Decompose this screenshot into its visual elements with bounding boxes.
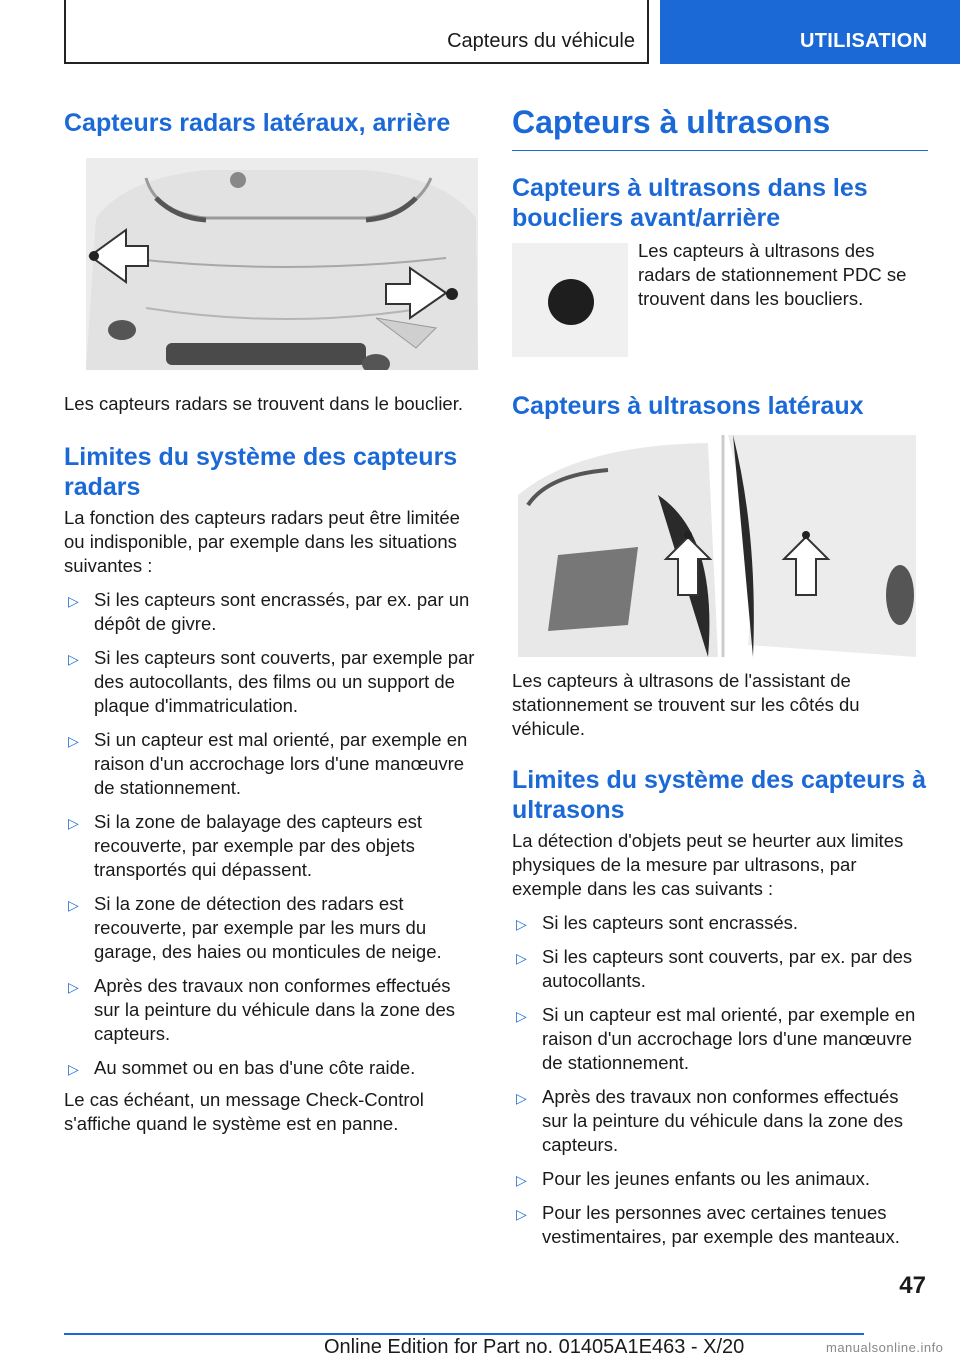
triangle-right-icon: ▷: [516, 1206, 527, 1222]
list-item: ▷ Si un capteur est mal orienté, par exemple en raison d'un accrochage lors d'une manœuvre de stationnement.: [516, 1004, 916, 1073]
page-number: 47: [899, 1272, 926, 1299]
text-bumper-sensors: Les capteurs à ultrasons des radars de stationnement PDC se trouvent dans les boucliers.: [638, 240, 907, 309]
triangle-right-icon: ▷: [68, 593, 79, 609]
left-column: [64, 96, 478, 1136]
heading-side-sensors: Capteurs à ultrasons latéraux: [512, 392, 864, 420]
radar-limits-list: [64, 588, 478, 1080]
triangle-right-icon: ▷: [516, 950, 527, 966]
heading-radar-sensors: Capteurs radars latéraux, arrière: [64, 109, 451, 137]
list-item: ▷ Si la zone de balayage des capteurs est recouverte, par exemple par des objets transportés qui dépassent.: [68, 811, 423, 880]
intro-radar-limits: La fonction des capteurs radars peut être limitée ou indisponible, par exemple dans les situations suivantes :: [64, 507, 460, 576]
list-item: ▷ Si les capteurs sont couverts, par ex. par des autocollants.: [516, 946, 913, 991]
triangle-right-icon: ▷: [516, 1090, 527, 1106]
triangle-right-icon: ▷: [68, 1061, 79, 1077]
list-item: ▷ Après des travaux non conformes effectués sur la peinture du véhicule dans la zone des capteurs.: [516, 1086, 903, 1155]
sensor-image: [512, 243, 628, 357]
ultrasonic-limits-list: [512, 911, 928, 1249]
side-sensors-illustration: [518, 435, 916, 657]
list-item: ▷ Si un capteur est mal orienté, par exemple en raison d'un accrochage lors d'une manœuvre de stationnement.: [68, 729, 468, 798]
triangle-right-icon: ▷: [516, 916, 527, 932]
list-item: ▷ Si les capteurs sont encrassés.: [512, 911, 928, 935]
heading-ultrasonic: Capteurs à ultrasons: [512, 102, 928, 151]
caption-radar-location: Les capteurs radars se trouvent dans le bouclier.: [64, 393, 464, 414]
list-item: ▷ Si les capteurs sont couverts, par exemple par des autocollants, des films ou un support de plaque d'immatriculation.: [68, 647, 475, 716]
heading-radar-limits: Limites du système des capteurs radars: [64, 443, 458, 501]
bumper-sensor-row: [512, 240, 928, 357]
sensor-dot-icon: [548, 279, 594, 325]
footer-edition: Online Edition for Part no. 01405A1E463 - X/20: [324, 1336, 745, 1358]
triangle-right-icon: ▷: [516, 1008, 527, 1024]
list-item: ▷ Pour les personnes avec certaines tenues vestimentaires, par exemple des manteaux.: [516, 1202, 900, 1247]
header-section-box: [64, 0, 649, 64]
rear-bumper-image: [86, 158, 478, 370]
triangle-right-icon: ▷: [68, 979, 79, 995]
triangle-right-icon: ▷: [68, 815, 79, 831]
footer-divider: [64, 1333, 864, 1335]
heading-ultrasonic-limits: Limites du système des capteurs à ultrasons: [512, 766, 927, 824]
list-item: ▷ Si la zone de détection des radars est recouverte, par exemple par les murs du garage, des haies ou monticules de neige.: [68, 893, 442, 962]
rear-bumper-illustration: [86, 158, 478, 370]
footer-watermark: manualsonline.info: [826, 1340, 944, 1355]
right-column: [512, 96, 928, 1259]
closing-checkcontrol: Le cas échéant, un message Check-Control s'affiche quand le système est en panne.: [64, 1089, 424, 1134]
header-chapter-label: UTILISATION: [800, 30, 928, 52]
triangle-right-icon: ▷: [68, 897, 79, 913]
list-item: ▷ Après des travaux non conformes effectués sur la peinture du véhicule dans la zone des capteurs.: [68, 975, 455, 1044]
triangle-right-icon: ▷: [68, 651, 79, 667]
list-item: ▷ Au sommet ou en bas d'une côte raide.: [64, 1056, 478, 1080]
header-section-title: Capteurs du véhicule: [447, 30, 635, 52]
triangle-right-icon: ▷: [516, 1172, 527, 1188]
triangle-right-icon: ▷: [68, 733, 79, 749]
side-sensors-image: [518, 435, 916, 657]
intro-ultrasonic-limits: La détection d'objets peut se heurter aux limites physiques de la mesure par ultrasons, par exemple dans les cas suivants :: [512, 830, 904, 899]
heading-bumper-sensors: Capteurs à ultrasons dans les boucliers avant/arrière: [512, 174, 868, 232]
header-chapter-tab[interactable]: [660, 0, 960, 64]
list-item: ▷ Si les capteurs sont encrassés, par ex. par un dépôt de givre.: [68, 589, 470, 634]
caption-side-sensors: Les capteurs à ultrasons de l'assistant de stationnement se trouvent sur les côtés du véhicule.: [512, 670, 860, 739]
list-item: ▷ Pour les jeunes enfants ou les animaux.: [512, 1167, 928, 1191]
